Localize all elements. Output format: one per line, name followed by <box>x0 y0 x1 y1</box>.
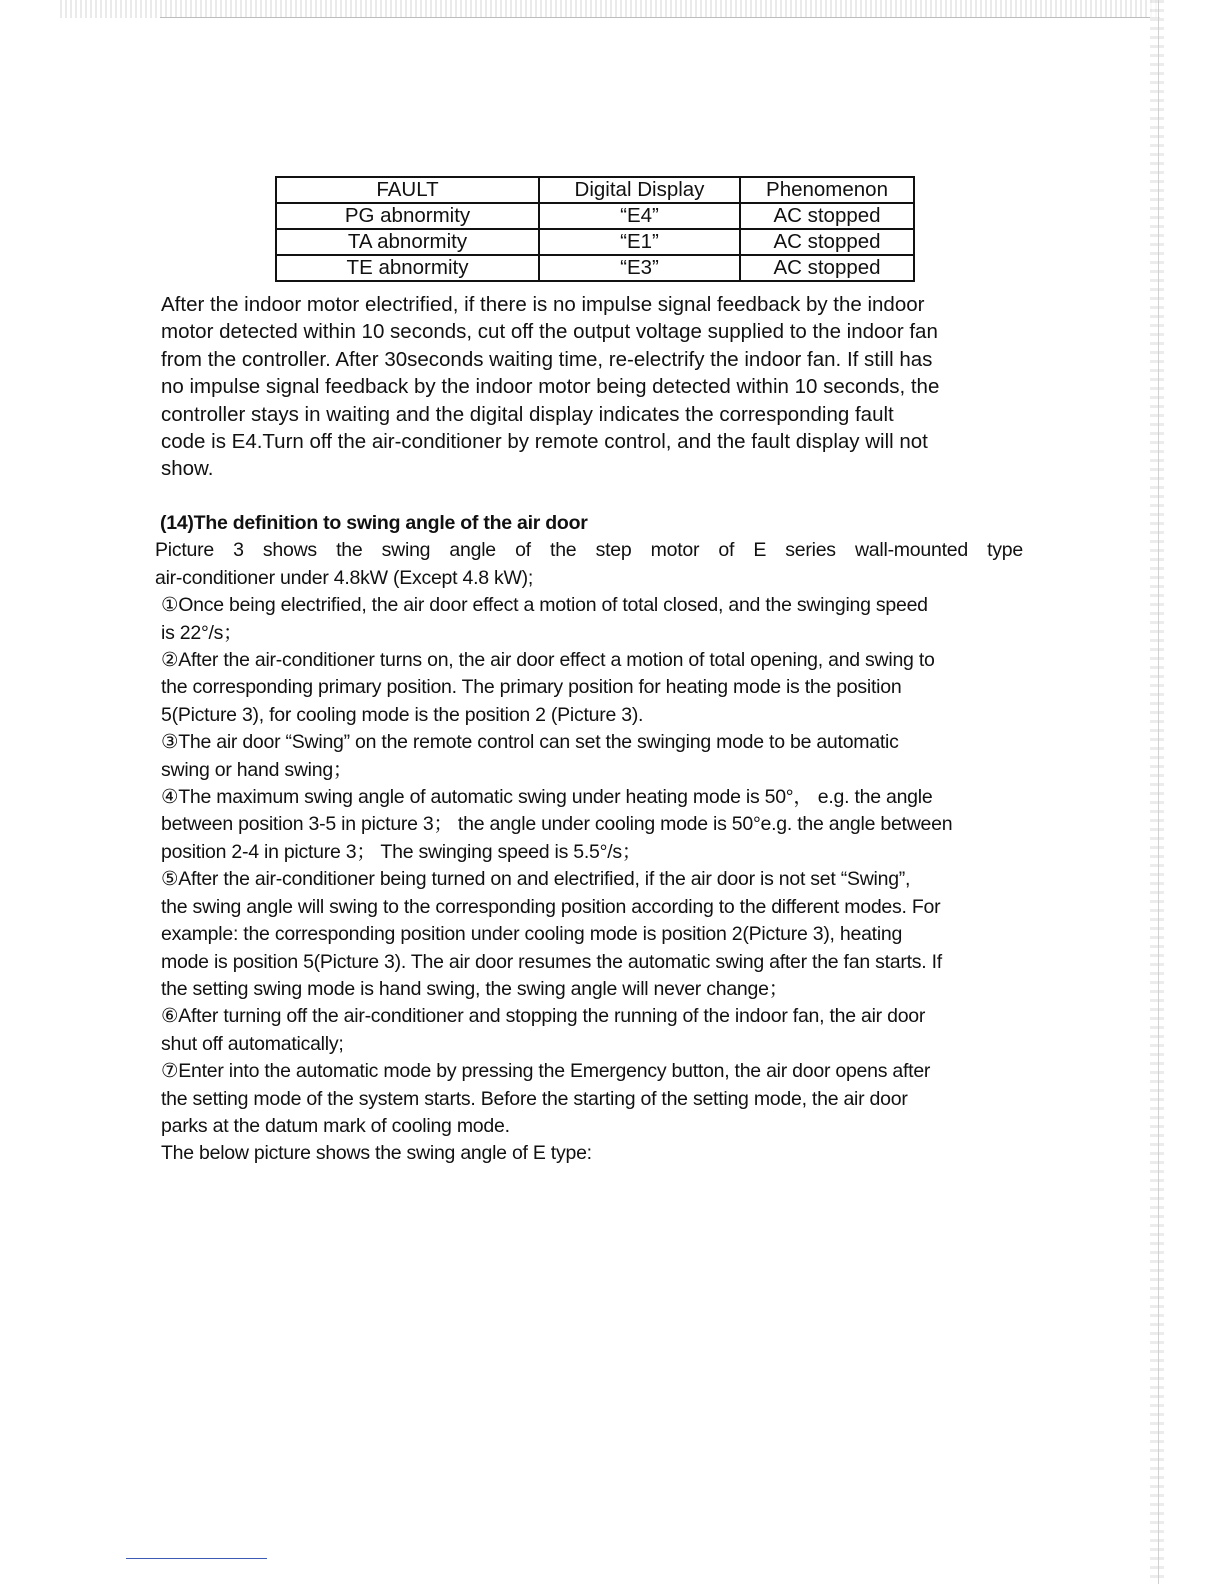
list-item-line: position 2-4 in picture 3； The swinging speed is 5.5°/s； <box>161 840 642 863</box>
list-item-line: shut off automatically; <box>161 1032 344 1055</box>
list-item-line: ⑥After turning off the air-conditioner and stopping the running of the indoor fan, the air door <box>161 1005 926 1028</box>
table-row <box>276 255 914 281</box>
display-cell: “E1” <box>539 229 740 255</box>
table-row <box>276 203 914 229</box>
display-cell: “E3” <box>539 255 740 281</box>
scan-artifact-top <box>60 0 1160 18</box>
list-item-line: swing or hand swing； <box>161 758 353 781</box>
list-item-line: the setting mode of the system starts. Before the starting of the setting mode, the air door <box>161 1087 908 1110</box>
intro-line: air-conditioner under 4.8kW (Except 4.8 kW); <box>155 566 534 589</box>
intro-line: Picture 3 shows the swing angle of the step motor of E series wall-mounted type <box>155 539 1023 562</box>
paragraph-line: from the controller. After 30seconds waiting time, re-electrify the indoor fan. If still has <box>161 347 933 371</box>
fault-header: FAULT <box>276 177 539 203</box>
scan-artifact-right <box>1150 0 1164 1584</box>
list-item-line: the corresponding primary position. The primary position for heating mode is the position <box>161 676 902 699</box>
scan-artifact-right-line <box>1158 0 1159 1584</box>
list-item-line: example: the corresponding position under cooling mode is position 2(Picture 3), heating <box>161 923 903 946</box>
table-row <box>276 229 914 255</box>
list-item-line: between position 3-5 in picture 3； the angle under cooling mode is 50°e.g. the angle between <box>161 813 953 836</box>
phenomenon-cell: AC stopped <box>740 203 914 229</box>
list-item-line: is 22°/s； <box>161 621 243 644</box>
list-item-line: the swing angle will swing to the corresponding position according to the different modes. For <box>161 895 941 918</box>
list-item-line: ③The air door “Swing” on the remote control can set the swinging mode to be automatic <box>161 731 899 754</box>
fault-cell: TA abnormity <box>276 229 539 255</box>
section-heading: (14)The definition to swing angle of the air door <box>160 512 588 534</box>
list-item-line: ④The maximum swing angle of automatic swing under heating mode is 50°， e.g. the angle <box>161 786 933 809</box>
fault-cell: PG abnormity <box>276 203 539 229</box>
fault-cell: TE abnormity <box>276 255 539 281</box>
paragraph-line: no impulse signal feedback by the indoor motor being detected within 10 seconds, the <box>161 375 940 399</box>
list-item-line: mode is position 5(Picture 3). The air door resumes the automatic swing after the fan starts. If <box>161 950 942 973</box>
footnote-rule <box>126 1558 267 1559</box>
display-cell: “E4” <box>539 203 740 229</box>
indoor-motor-paragraph <box>161 291 1061 483</box>
list-item-line: ②After the air-conditioner turns on, the air door effect a motion of total opening, and swing to <box>161 649 935 672</box>
phenomenon-header: Phenomenon <box>740 177 914 203</box>
paragraph-line: controller stays in waiting and the digital display indicates the corresponding fault <box>161 402 894 426</box>
digital-display-header: Digital Display <box>539 177 740 203</box>
list-item-line: ①Once being electrified, the air door effect a motion of total closed, and the swinging speed <box>161 594 928 617</box>
scan-artifact-top-line <box>160 17 1160 18</box>
list-item-line: parks at the datum mark of cooling mode. <box>161 1114 510 1137</box>
paragraph-line: code is E4.Turn off the air-conditioner by remote control, and the fault display will not <box>161 430 928 454</box>
list-item-line: 5(Picture 3), for cooling mode is the position 2 (Picture 3). <box>161 703 644 726</box>
paragraph-line: After the indoor motor electrified, if there is no impulse signal feedback by the indoor <box>161 293 925 316</box>
phenomenon-cell: AC stopped <box>740 255 914 281</box>
list-item-line: ⑦Enter into the automatic mode by pressing the Emergency button, the air door opens after <box>161 1060 931 1083</box>
closing-line: The below picture shows the swing angle of E type: <box>161 1142 592 1165</box>
paragraph-line: motor detected within 10 seconds, cut off the output voltage supplied to the indoor fan <box>161 320 938 344</box>
fault-table-header-row <box>276 177 914 203</box>
list-item-line: the setting swing mode is hand swing, the swing angle will never change； <box>161 977 788 1000</box>
list-item-line: ⑤After the air-conditioner being turned on and electrified, if the air door is not set “Swing”, <box>161 868 911 891</box>
paragraph-line: show. <box>161 457 214 481</box>
phenomenon-cell: AC stopped <box>740 229 914 255</box>
swing-angle-section <box>155 510 1055 1168</box>
fault-table <box>275 176 915 282</box>
